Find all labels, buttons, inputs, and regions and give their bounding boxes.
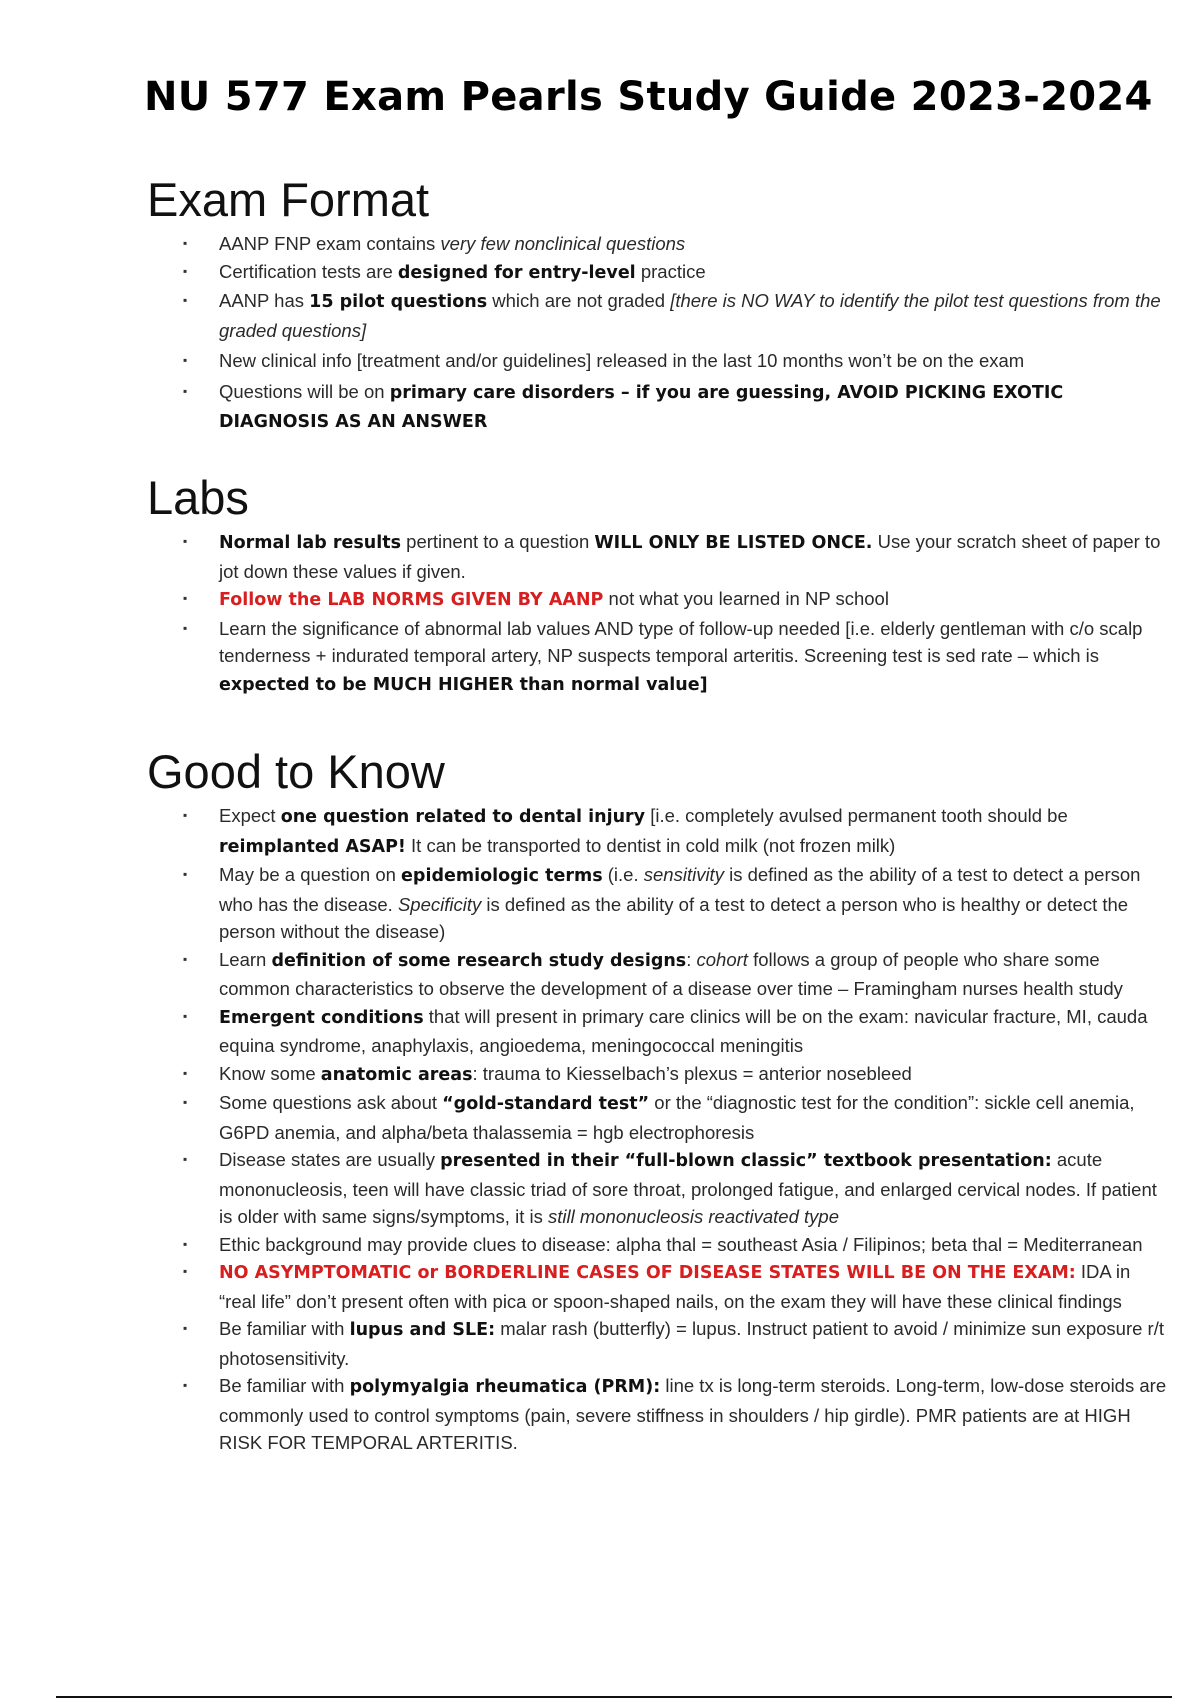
list-item: ▪ Know some anatomic areas: trauma to Kiesselbach’s plexus = anterior nosebleed — [147, 1060, 1172, 1090]
list-item: ▪ New clinical info [treatment and/or guidelines] released in the last 10 months won’t be on the exam — [147, 347, 1172, 375]
bullet-icon: ▪ — [183, 1321, 188, 1335]
footer-divider — [56, 1696, 1172, 1698]
list-item: ▪ AANP has 15 pilot questions which are not graded [there is NO WAY to identify the pilot test questions from the graded questions] — [147, 287, 1172, 344]
bullet-icon: ▪ — [183, 808, 188, 822]
bullet-icon: ▪ — [183, 1065, 188, 1080]
bullet-icon: ▪ — [183, 867, 188, 881]
section-exam-format — [147, 172, 1172, 437]
list-item: ▪ Certification tests are designed for entry-level practice — [147, 258, 1172, 288]
bullet-list-good-to-know — [147, 802, 1172, 1457]
bullet-icon: ▪ — [183, 1236, 188, 1251]
list-item: ▪ Be familiar with lupus and SLE: malar rash (butterfly) = lupus. Instruct patient to avoid / minimize sun exposure r/t photosensitivity. — [147, 1315, 1172, 1372]
bullet-icon: ▪ — [183, 1152, 188, 1166]
list-item: ▪ NO ASYMPTOMATIC or BORDERLINE CASES OF DISEASE STATES WILL BE ON THE EXAM: IDA in “real life” don’t present often with pica or spoon-shaped nails, on the exam they will have these clinical findings — [147, 1258, 1172, 1315]
bullet-icon: ▪ — [183, 534, 188, 548]
list-item: ▪ Learn the significance of abnormal lab values AND type of follow-up needed [i.e. elderly gentleman with c/o scalp tenderness + indurated temporal artery, NP suspects temporal arteritis. Screening test is sed rate – which is expected to be MUCH HIGHER than normal value] — [147, 615, 1172, 700]
bullet-icon: ▪ — [183, 591, 188, 605]
list-item: ▪ Disease states are usually presented in their “full-blown classic” textbook presentation: acute mononucleosis, teen will have classic triad of sore throat, prolonged fatigue, and enlarged cervical nodes. If patient is older with same signs/symptoms, it is still mononucleosis reactivated type — [147, 1146, 1172, 1231]
list-item: ▪ Expect one question related to dental injury [i.e. completely avulsed permanent tooth should be reimplanted ASAP! It can be transported to dentist in cold milk (not frozen milk) — [147, 802, 1172, 861]
bullet-list-exam-format — [147, 230, 1172, 437]
bullet-icon: ▪ — [183, 951, 188, 966]
list-item: ▪ Normal lab results pertinent to a question WILL ONLY BE LISTED ONCE. Use your scratch sheet of paper to jot down these values if given. — [147, 528, 1172, 585]
list-item: ▪ Be familiar with polymyalgia rheumatica (PRM): line tx is long-term steroids. Long-term, low-dose steroids are commonly used to control symptoms (pain, severe stiffness in shoulders / hip girdle). PMR patients are at HIGH RISK FOR TEMPORAL ARTERITIS. — [147, 1372, 1172, 1457]
bullet-icon: ▪ — [183, 620, 188, 635]
section-heading-good-to-know: Good to Know — [147, 745, 445, 798]
bullet-icon: ▪ — [183, 1008, 188, 1023]
list-item: ▪ Some questions ask about “gold-standard test” or the “diagnostic test for the condition”: sickle cell anemia, G6PD anemia, and alpha/beta thalassemia = hgb electrophoresis — [147, 1089, 1172, 1146]
section-heading-exam-format: Exam Format — [147, 173, 430, 226]
bullet-icon: ▪ — [183, 383, 188, 398]
section-good-to-know — [147, 744, 1172, 1457]
section-labs — [147, 470, 1172, 699]
list-item: ▪ Follow the LAB NORMS GIVEN BY AANP not what you learned in NP school — [147, 585, 1172, 615]
bullet-icon: ▪ — [183, 293, 188, 307]
list-item: ▪ May be a question on epidemiologic terms (i.e. sensitivity is defined as the ability of a test to detect a person who has the disease. Specificity is defined as the ability of a test to detect a person who is healthy or detect the person without the disease) — [147, 861, 1172, 946]
list-item: ▪ AANP FNP exam contains very few nonclinical questions — [147, 230, 1172, 258]
bullet-icon: ▪ — [183, 353, 188, 367]
bullet-icon: ▪ — [183, 236, 188, 250]
bullet-icon: ▪ — [183, 263, 188, 278]
bullet-icon: ▪ — [183, 1095, 188, 1109]
document-title: NU 577 Exam Pearls Study Guide 2023-2024 — [144, 74, 1153, 120]
list-item: ▪ Questions will be on primary care disorders – if you are guessing, AVOID PICKING EXOTIC DIAGNOSIS AS AN ANSWER — [147, 378, 1172, 437]
bullet-icon: ▪ — [183, 1264, 188, 1278]
list-item: ▪ Emergent conditions that will present in primary care clinics will be on the exam: navicular fracture, MI, cauda equina syndrome, anaphylaxis, angioedema, meningococcal meningitis — [147, 1003, 1172, 1060]
list-item: ▪ Ethic background may provide clues to disease: alpha thal = southeast Asia / Filipinos; beta thal = Mediterranean — [147, 1231, 1172, 1259]
bullet-list-labs — [147, 528, 1172, 699]
bullet-icon: ▪ — [183, 1378, 188, 1392]
section-heading-labs: Labs — [147, 471, 249, 524]
list-item: ▪ Learn definition of some research study designs: cohort follows a group of people who share some common characteristics to observe the development of a disease over time – Framingham nurses health study — [147, 946, 1172, 1003]
